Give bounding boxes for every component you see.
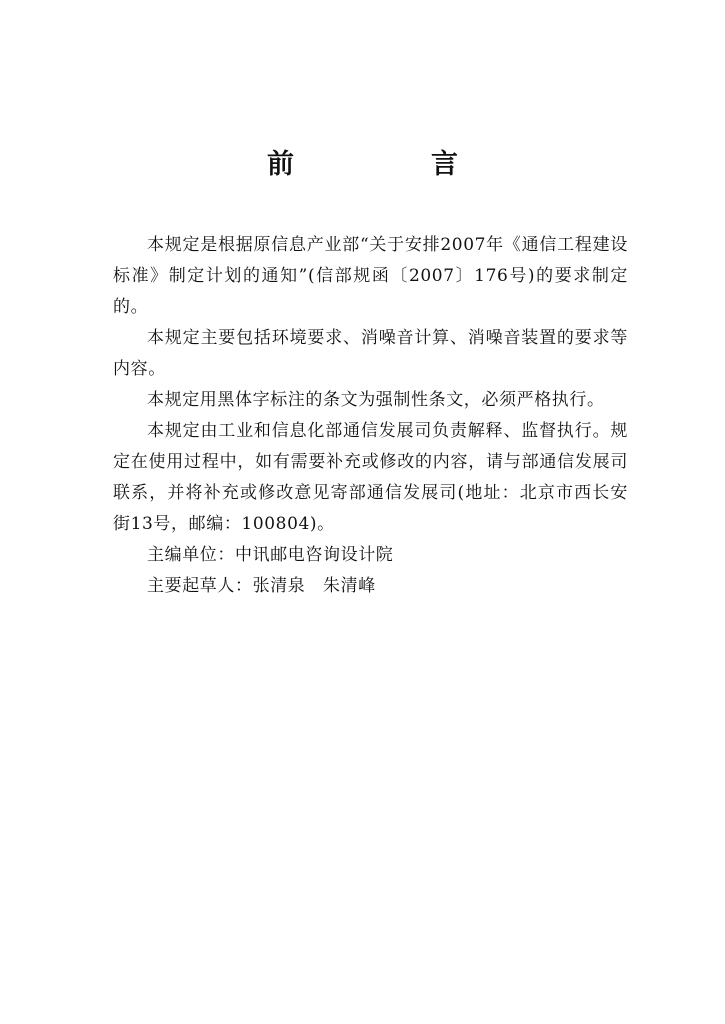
- paragraph-interpretation: 本规定由工业和信息化部通信发展司负责解释、监督执行。规定在使用过程中，如有需要补充或修改的内容，请与部通信发展司联系，并将补充或修改意见寄部通信发展司(地址：北京市西长安街13号，邮编：100804)。: [113, 421, 628, 534]
- editor-unit: 主编单位：中讯邮电咨询设计院: [147, 545, 394, 565]
- main-drafters: 主要起草人：张清泉 朱清峰: [147, 576, 376, 596]
- paragraph-basis: 本规定是根据原信息产业部“关于安排2007年《通信工程建设标准》制定计划的通知”(信部规函〔2007〕176号)的要求制定的。: [113, 235, 628, 317]
- preface-body: [113, 230, 628, 602]
- paragraph-mandatory: 本规定用黑体字标注的条文为强制性条文，必须严格执行。: [147, 390, 605, 410]
- paragraph-contents: 本规定主要包括环境要求、消噪音计算、消噪音装置的要求等内容。: [113, 328, 628, 379]
- page-title: 前 言: [267, 149, 513, 180]
